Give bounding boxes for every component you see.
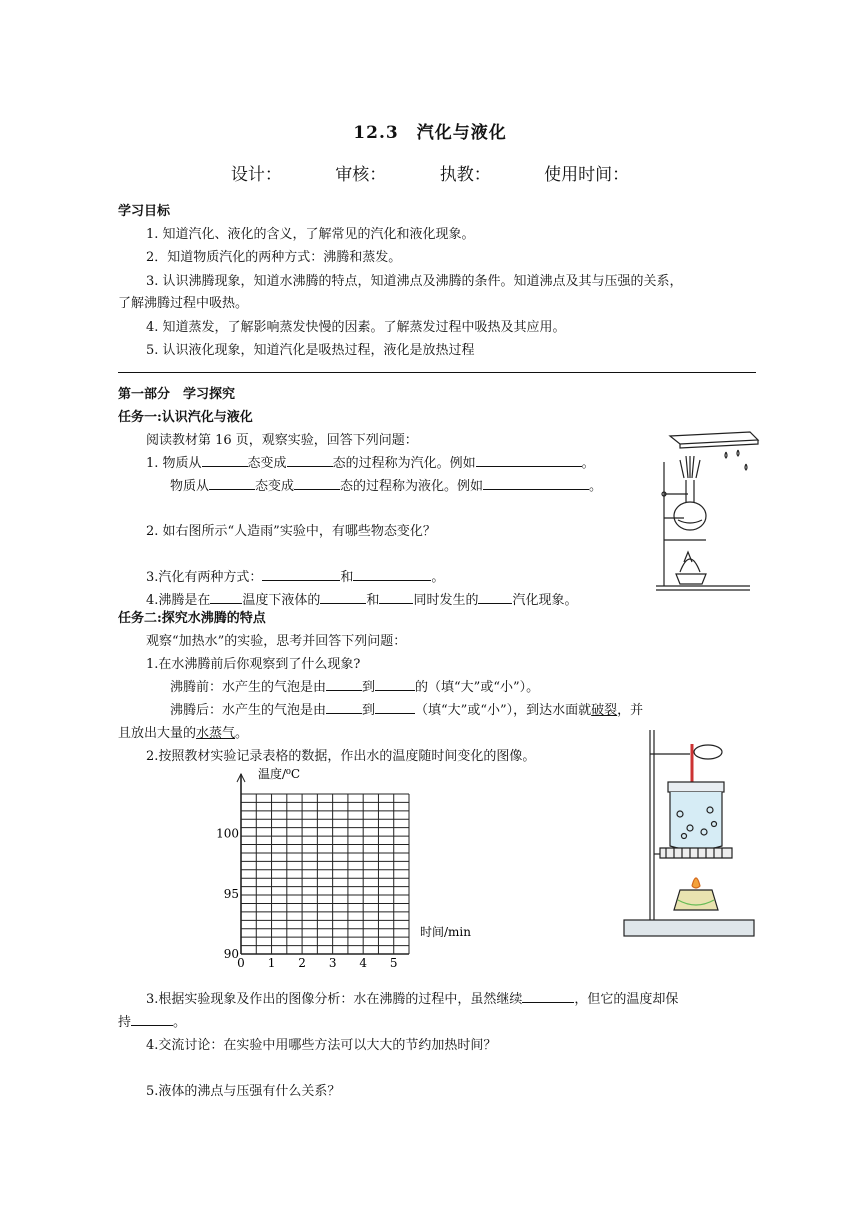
task2-q1: 1.在水沸腾前后你观察到了什么现象? (146, 657, 361, 672)
x-tick-label: 0 (237, 956, 245, 970)
role-date: 使用时间： (544, 165, 630, 185)
task2-q2: 2.按照教材实验记录表格的数据，作出水的温度随时间变化的图像。 (146, 749, 536, 764)
task2-after: 沸腾后：水产生的气泡是由 到 （填“大”或“小”），到达水面就破裂，并 (170, 699, 643, 718)
task2-heading: 任务二:探究水沸腾的特点 (118, 611, 266, 626)
x-tick-label: 2 (298, 956, 306, 970)
goal-item: 5. 认识液化现象，知道汽化是吸热过程，液化是放热过程 (146, 343, 475, 358)
blank-field[interactable] (287, 453, 333, 467)
page-title: 12.3 汽化与液化 (353, 123, 507, 143)
part-heading: 第一部分 学习探究 (118, 387, 236, 402)
blank-field[interactable] (522, 989, 574, 1003)
task2-intro: 观察“加热水”的实验，思考并回答下列问题： (146, 634, 407, 649)
x-tick-label: 5 (389, 956, 398, 970)
x-axis-label: 时间/min (420, 925, 471, 939)
blank-field[interactable] (209, 476, 255, 490)
role-review: 审核： (335, 165, 387, 185)
task1-q1a: 1. 物质从 态变成 态的过程称为汽化。例如 。 (146, 452, 595, 471)
blank-field[interactable] (262, 567, 340, 581)
y-tick-label: 90 (223, 947, 239, 961)
blank-field[interactable] (320, 590, 366, 604)
goal-item: 2．知道物质汽化的两种方式：沸腾和蒸发。 (146, 250, 402, 265)
task1-q4: 4.沸腾是在 温度下液体的 和 同时发生的 汽化现象。 (146, 589, 577, 608)
task1-q2: 2. 如右图所示“人造雨”实验中，有哪些物态变化？ (146, 524, 436, 539)
blank-field[interactable] (294, 476, 340, 490)
y-tick-label: 100 (216, 826, 239, 841)
chart-grid (237, 774, 409, 954)
blank-field[interactable] (326, 700, 362, 714)
goal-item: 了解沸腾过程中吸热。 (118, 296, 249, 311)
y-axis-label: 温度/⁰C (258, 767, 301, 781)
task1-q3: 3.汽化有两种方式： 和 。 (146, 566, 444, 585)
task2-q5: 5.液体的沸点与压强有什么关系？ (146, 1084, 341, 1099)
x-tick-label: 3 (328, 956, 337, 970)
goals-heading: 学习目标 (118, 204, 171, 219)
task2-before: 沸腾前：水产生的气泡是由 到 的（填“大”或“小”）。 (170, 676, 539, 695)
goal-item: 4. 知道蒸发，了解影响蒸发快慢的因素。了解蒸发过程中吸热及其应用。 (146, 320, 566, 335)
rain-experiment-illustration (650, 422, 760, 594)
goal-item: 1. 知道汽化、液化的含义，了解常见的汽化和液化现象。 (146, 227, 475, 242)
task1-q1b: 物质从 态变成 态的过程称为液化。例如 。 (170, 475, 602, 494)
blank-field[interactable] (478, 590, 512, 604)
blank-field[interactable] (476, 453, 582, 467)
task1-heading: 任务一:认识汽化与液化 (118, 410, 253, 425)
boiling-experiment-illustration (620, 724, 760, 942)
blank-field[interactable] (483, 476, 589, 490)
role-design: 设计： (230, 165, 282, 185)
temperature-time-chart (200, 764, 500, 970)
task2-q3a: 3.根据实验现象及作出的图像分析：水在沸腾的过程中，虽然继续 ，但它的温度却保 (146, 988, 678, 1007)
blank-field[interactable] (375, 677, 415, 691)
goal-item: 3. 认识沸腾现象，知道水沸腾的特点，知道沸点及沸腾的条件。知道沸点及其与压强的关系， (146, 274, 683, 289)
blank-field[interactable] (375, 700, 415, 714)
blank-field[interactable] (131, 1012, 173, 1026)
blank-field[interactable] (353, 567, 431, 581)
task2-after2: 且放出大量的水蒸气。 (118, 726, 249, 741)
x-tick-label: 1 (267, 956, 276, 970)
blank-field[interactable] (210, 590, 242, 604)
task2-q4: 4.交流讨论：在实验中用哪些方法可以大大的节约加热时间？ (146, 1038, 497, 1053)
blank-field[interactable] (326, 677, 362, 691)
task1-intro: 阅读教材第 16 页，观察实验，回答下列问题： (146, 433, 418, 448)
blank-field[interactable] (202, 453, 248, 467)
divider (118, 372, 756, 373)
blank-field[interactable] (379, 590, 413, 604)
task2-q3b: 持 。 (118, 1011, 186, 1030)
y-tick-label: 95 (223, 886, 239, 901)
x-tick-label: 4 (359, 956, 368, 970)
role-teacher: 执教： (439, 165, 491, 185)
author-roles (0, 160, 860, 185)
